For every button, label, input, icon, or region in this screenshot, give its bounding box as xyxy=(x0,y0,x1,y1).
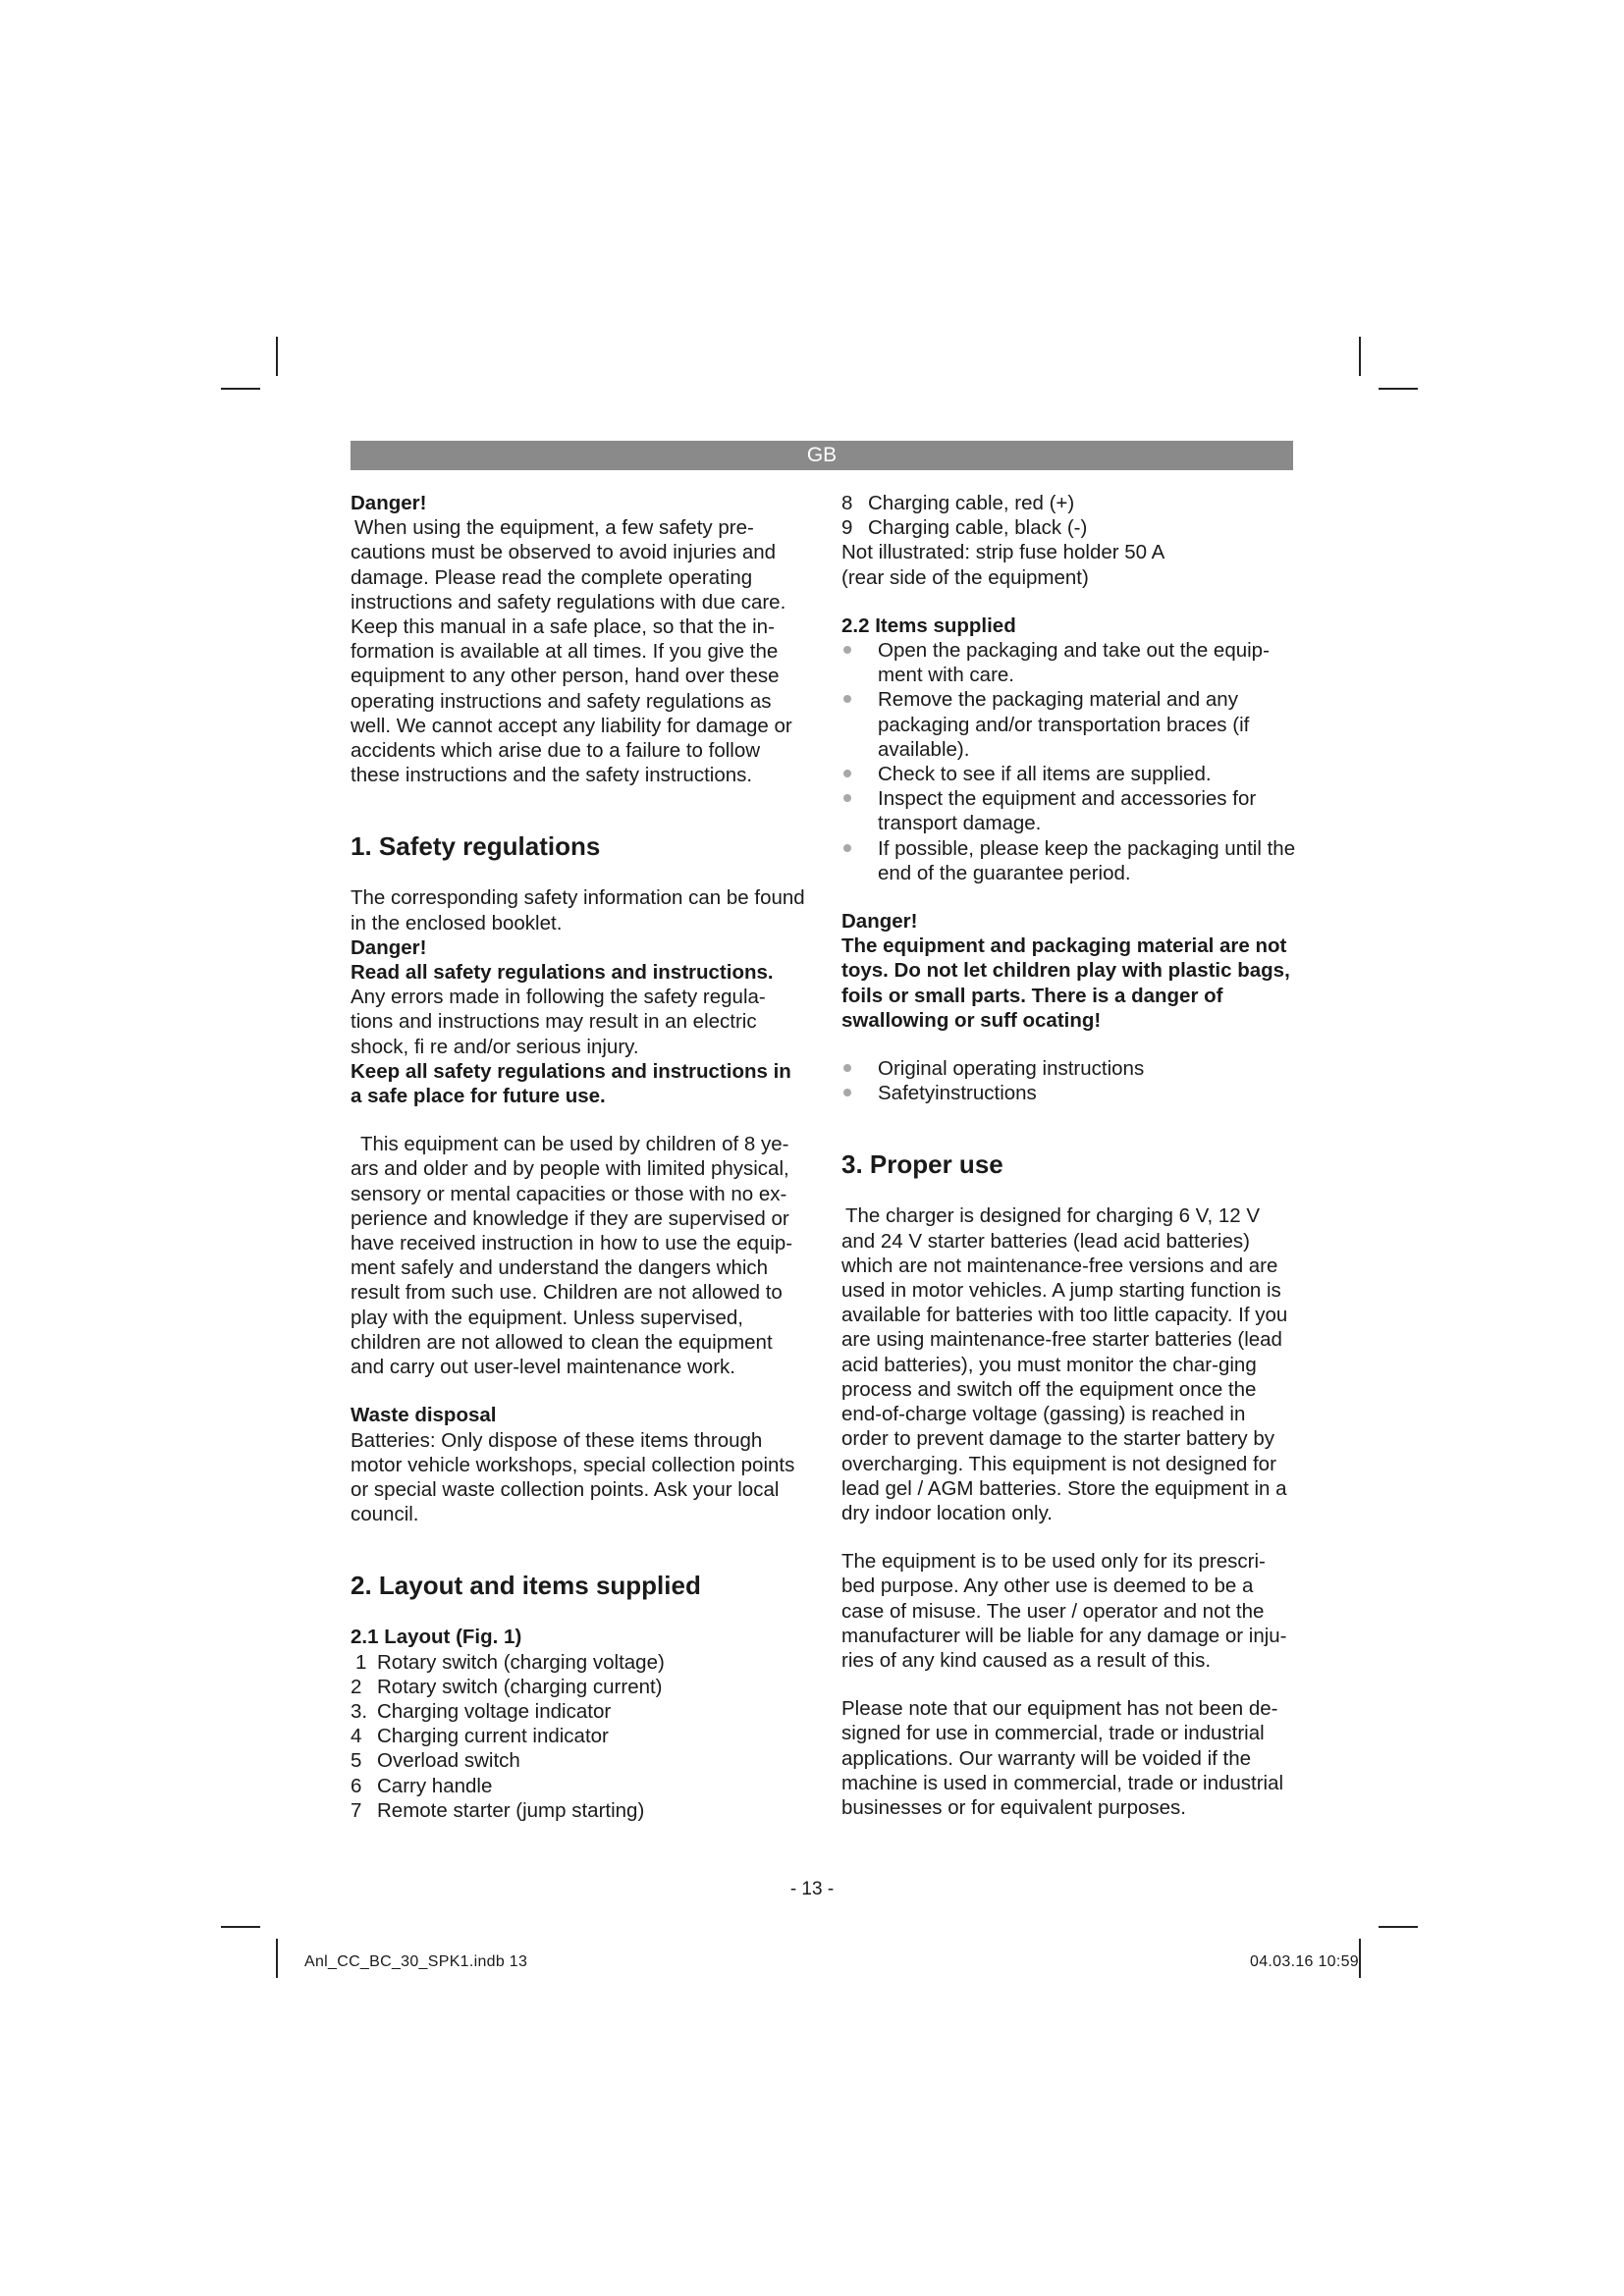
children-text: This equipment can be used by children of 8 ye-ars and older and by people with limited physical, sensory or mental capacities or those with no ex-perience and knowledge if they are supervised or have received instruction in how to use the equip-ment safely and understand the dangers which result from such use. Children are not allowed to play with the equipment. Unless supervised, children are not allowed to clean the equipment and carry out user-level maintenance work. xyxy=(351,1133,793,1379)
safety-intro: The corresponding safety information can be found in the enclosed booklet. xyxy=(351,886,805,934)
rear-side-note: (rear side of the equipment) xyxy=(841,565,1089,589)
layout-list-item xyxy=(351,1724,805,1748)
crop-mark-tl-vertical xyxy=(276,337,278,376)
layout-item-label: Charging cable, black (-) xyxy=(868,516,1088,540)
crop-mark-bl-vertical xyxy=(276,1939,278,1978)
bullet-icon xyxy=(841,687,878,762)
waste-disposal-text: Batteries: Only dispose of these items through motor vehicle workshops, special collection points or special waste collection points. Ask your local council. xyxy=(351,1428,795,1526)
layout-list-item xyxy=(351,1798,805,1823)
layout-item-number: 5 xyxy=(351,1749,362,1773)
layout-item-label: Carry handle xyxy=(377,1774,493,1797)
layout-list-item xyxy=(351,1675,805,1699)
bullet-icon xyxy=(841,1081,878,1105)
bullet-text: Open the packaging and take out the equip-ment with care. xyxy=(878,639,1270,687)
danger-intro-title: Danger! xyxy=(351,492,427,514)
language-header-band: GB xyxy=(351,441,1293,470)
danger-warning-text: The equipment and packaging material are not toys. Do not let children play with plastic bags, foils or small parts. There is a danger of swallowing or suff ocating! xyxy=(841,934,1290,1032)
layout-list-item xyxy=(351,1650,805,1675)
layout-item-label: Charging current indicator xyxy=(377,1725,609,1748)
crop-mark-tr-vertical xyxy=(1359,337,1361,376)
items-supplied-list xyxy=(841,638,1296,885)
layout-item-label: Overload switch xyxy=(377,1749,520,1773)
danger-warning-title: Danger! xyxy=(841,910,918,934)
items-supplied-title: 2.2 Items supplied xyxy=(841,614,1016,637)
layout-list-item xyxy=(351,1699,805,1724)
bullet-item xyxy=(841,836,1296,885)
safety-keep-all: Keep all safety regulations and instructions in a safe place for future use. xyxy=(351,1059,791,1108)
left-column xyxy=(351,491,805,1823)
layout-item-label: Charging cable, red (+) xyxy=(868,492,1075,514)
bullet-text: Inspect the equipment and accessories for transport damage. xyxy=(878,787,1257,835)
safety-read-all: Read all safety regulations and instructions. xyxy=(351,961,774,985)
right-column xyxy=(841,491,1296,1820)
bullet-icon xyxy=(841,638,878,687)
layout-list-item xyxy=(351,1774,805,1798)
bullet-text: Safetyinstructions xyxy=(878,1082,1037,1105)
layout-item-number: 1 xyxy=(355,1650,367,1674)
bullet-icon xyxy=(841,786,878,835)
bullet-text: Original operating instructions xyxy=(878,1057,1145,1081)
layout-item-label: Charging voltage indicator xyxy=(377,1699,612,1723)
bullet-icon xyxy=(841,1056,878,1081)
crop-mark-br-horizontal xyxy=(1379,1926,1418,1928)
waste-disposal-title: Waste disposal xyxy=(351,1404,497,1427)
section-heading-layout: 2. Layout and items supplied xyxy=(351,1571,701,1601)
layout-item-number: 7 xyxy=(351,1798,362,1822)
page-number: - 13 - xyxy=(789,1879,835,1899)
layout-item-label: Remote starter (jump starting) xyxy=(377,1798,645,1822)
crop-mark-br-vertical xyxy=(1359,1939,1361,1978)
bullet-item xyxy=(841,1081,1296,1105)
layout-item-number: 6 xyxy=(351,1774,362,1797)
layout-list xyxy=(351,1650,805,1823)
bullet-icon xyxy=(841,836,878,885)
file-slug: Anl_CC_BC_30_SPK1.indb 13 xyxy=(304,1953,528,1970)
layout-item-label: Rotary switch (charging current) xyxy=(377,1675,663,1698)
bullet-item xyxy=(841,1056,1296,1081)
layout-item-number: 2 xyxy=(351,1675,362,1698)
bullet-item xyxy=(841,762,1296,786)
layout-list-item xyxy=(841,491,1296,515)
layout-item-label: Rotary switch (charging voltage) xyxy=(377,1650,665,1674)
safety-danger-label: Danger! xyxy=(351,935,427,959)
crop-mark-tl-horizontal xyxy=(221,388,260,390)
bullet-item xyxy=(841,638,1296,687)
layout-subtitle: 2.1 Layout (Fig. 1) xyxy=(351,1626,522,1649)
proper-use-para-2: The equipment is to be used only for its prescri-bed purpose. Any other use is deemed to be a case of misuse. The user / operator and not the manufacturer will be liable for any damage or inju-ries of any kind caused as a result of this. xyxy=(841,1550,1287,1672)
bullet-item xyxy=(841,786,1296,835)
included-documents-list xyxy=(841,1056,1296,1105)
bullet-text: Remove the packaging material and any packaging and/or transportation braces (if available). xyxy=(878,688,1250,761)
layout-item-number: 3. xyxy=(351,1699,368,1723)
bullet-text: If possible, please keep the packaging until the end of the guarantee period. xyxy=(878,836,1296,884)
proper-use-para-1: The charger is designed for charging 6 V, 12 V and 24 V starter batteries (lead acid batteries) which are not maintenance-free versions and are used in motor vehicles. A jump starting function is available for batteries with too little capacity. If you are using maintenance-free starter batteries (lead acid batteries), you must monitor the char-ging process and switch off the equipment once the end-of-charge voltage (gassing) is reached in order to prevent damage to the starter battery by overcharging. This equipment is not designed for lead gel / AGM batteries. Store the equipment in a dry indoor location only. xyxy=(841,1204,1288,1524)
bullet-icon xyxy=(841,762,878,786)
layout-item-number: 9 xyxy=(841,516,853,540)
section-heading-proper-use: 3. Proper use xyxy=(841,1149,1003,1180)
crop-mark-bl-horizontal xyxy=(221,1926,260,1928)
proper-use-para-3: Please note that our equipment has not been de-signed for use in commercial, trade or industrial applications. Our warranty will be voided if the machine is used in commercial, trade or industrial businesses or for equivalent purposes. xyxy=(841,1697,1284,1819)
layout-item-number: 8 xyxy=(841,492,853,514)
section-heading-safety: 1. Safety regulations xyxy=(351,831,601,862)
print-timestamp: 04.03.16 10:59 xyxy=(1250,1953,1359,1970)
danger-intro-text: When using the equipment, a few safety pre-cautions must be observed to avoid injuries and damage. Please read the complete operating instructions and safety regulations with due care. Keep this manual in a safe place, so that the in-formation is available at all times. If you give the equipment to any other person, hand over these operating instructions and safety regulations as well. We cannot accept any liability for damage or accidents which arise due to a failure to follow these instructions and the safety instructions. xyxy=(351,516,792,787)
bullet-item xyxy=(841,687,1296,762)
safety-errors-text: Any errors made in following the safety regula-tions and instructions may result in an electric shock, fi re and/or serious injury. xyxy=(351,986,766,1058)
crop-mark-tr-horizontal xyxy=(1379,388,1418,390)
layout-item-number: 4 xyxy=(351,1725,362,1748)
layout-list-item xyxy=(351,1748,805,1773)
not-illustrated-note: Not illustrated: strip fuse holder 50 A xyxy=(841,541,1165,564)
layout-list-item xyxy=(841,515,1296,540)
bullet-text: Check to see if all items are supplied. xyxy=(878,763,1212,786)
